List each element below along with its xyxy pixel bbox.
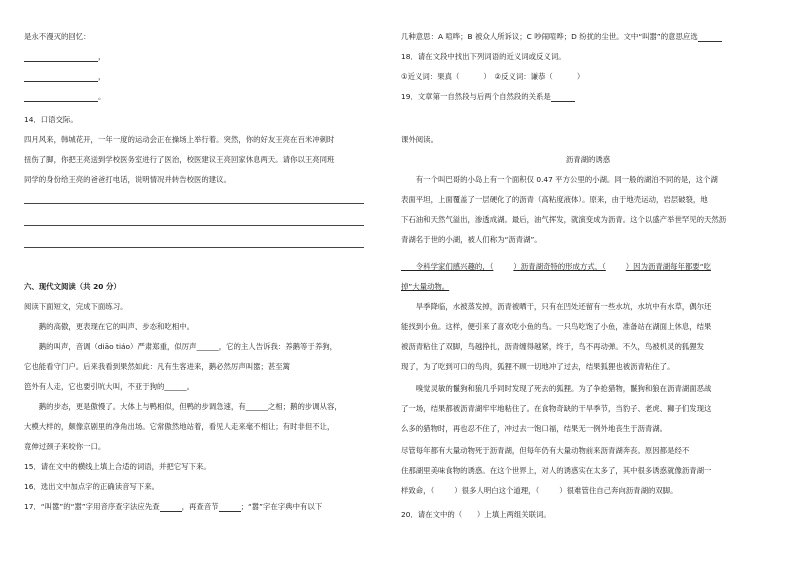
story-p2-line: 掉”大量动物。	[401, 282, 450, 291]
memory-intro: 是永不漫灭的回忆：	[24, 32, 91, 41]
story-line: 能找到小鱼。这样，便引来了喜欢吃小鱼的鸟。一只鸟吃饱了小鱼，准备站在湖面上休息，结果	[401, 322, 712, 331]
answer-line-1[interactable]: ，	[24, 52, 105, 62]
q17: 17．“叫嚣”的“嚣”字用音序查字法应先查 ，再查音节 ；“嚣”字在字典中有以下	[24, 502, 323, 511]
q18: 18．请在文段中找出下列词语的近义词或反义词。	[401, 52, 566, 61]
q14-text-line: 四月风来，韩城花开，一年一度的运动会正在操场上举行着。突然，你的好友王亮在百米冲刺时	[24, 135, 335, 144]
q16: 16．选出文中加点字的正确读音写下来。	[24, 482, 160, 491]
story-line: 现了，为了吃到可口的鸟肉，狐狸不顾一切地冲了过去，结果狐狸也被沥青粘住了。	[401, 362, 675, 371]
passage-line: 它也能看守门户。后来我看到果然如此：凡有生客进来，鹅必然厉声叫嚣；甚至篱	[24, 362, 291, 371]
story-line: 表面平坦，上面覆盖了一层硬化了的沥青（高粘度液体）。原来，由于地壳运动，岩层破裂，地	[401, 195, 708, 204]
story-line: 了一场，结果都被沥青湖牢牢地粘住了。在食物奇缺的干旱季节，当豹子、老虎、狮子们发现这	[401, 404, 712, 413]
story-line: 尽管每年都有大量动物死于沥青湖，但每年仍有大量动物前来沥青湖奔丧。原因都是经不	[401, 446, 690, 455]
outside-reading-label: 课外阅读。	[401, 135, 438, 144]
answer-blank[interactable]	[160, 503, 182, 512]
answer-blank[interactable]	[551, 93, 575, 102]
passage-line: 鹅的步态，更是傲慢了。大体上与鸭相似，但鸭的步调急速，有______之相；鹅的步调从容，	[24, 402, 342, 411]
passage-line: 竟伸过颈子来咬你一口。	[24, 442, 106, 451]
story-line: 下石油和天然气溢出，渗透成湖。最后，油气挥发，就演变成为沥青。这个以盛产举世罕见的天然沥	[401, 215, 727, 224]
story-line: 有一个叫巴哥的小岛上有一个面积仅 0.47 平方公里的小湖。同一般的湖泊不同的是，这个湖	[401, 175, 718, 184]
q19: 19．文章第一自然段与后两个自然段的关系是	[401, 92, 575, 102]
story-line: 住那湖里美味食物的诱惑。在这个世界上，对人的诱惑实在太多了，其中很多诱惑就像沥青湖一	[401, 466, 712, 475]
answer-rule[interactable]	[24, 247, 364, 248]
story-line: 旱季降临，水被蒸发掉，沥青被晒干，只有在凹处还留有一些水坑，水坑中有水草，偶尔还	[401, 302, 712, 311]
passage-line: 鹅的叫声，音调（diāo tiáo）严肃郑重，似厉声______，它的主人告诉我：养鹅等于养狗，	[24, 342, 337, 351]
story-line: 样致命，（ ）很多人明白这个道理，（ ）很难管住自己奔向沥青湖的双脚。	[401, 486, 678, 495]
passage-line: 笆外有人走，它也要引吭大叫，不亚于狗的______。	[24, 382, 194, 391]
section6-title: 六、现代文阅读（共 20 分）	[24, 282, 121, 291]
q14-title: 14．口语交际。	[24, 115, 78, 124]
answer-blank[interactable]	[219, 503, 241, 512]
answer-blank[interactable]	[698, 33, 722, 42]
q14-text-line: 同学的身份给王亮的爸爸打电话，说明情况并转告校医的建议。	[24, 175, 231, 184]
section6-intro: 阅读下面短文，完成下面练习。	[24, 302, 128, 311]
q14-text-line: 扭伤了脚，你把王亮送到学校医务室进行了医治，校医建议王亮回家休息两天。请你以王亮同班	[24, 155, 335, 164]
answer-blank[interactable]	[24, 53, 98, 62]
answer-rule[interactable]	[24, 225, 364, 226]
passage-line: 鹅的高傲，更表现在它的叫声、步态和吃相中。	[24, 322, 194, 331]
q18-answers: ①近义词：果真（ ） ②反义词：谦恭（ ）	[401, 72, 585, 81]
answer-line-2[interactable]: ，	[24, 72, 105, 82]
answer-line-3[interactable]: 。	[24, 92, 105, 102]
story-title: 沥青湖的诱惑	[565, 155, 611, 164]
story-line: 嗅觉灵敏的鬣狗和狼几乎同时发现了死去的狐狸。为了争抢猎物，鬣狗和狼在沥青湖面恶战	[401, 384, 712, 393]
answer-blank[interactable]	[24, 93, 98, 102]
story-line: 么多的猎物时，再也忍不住了，冲过去一饱口福，结果无一例外地丧生于沥青湖。	[401, 424, 668, 433]
story-line: 青湖名于世的小湖，被人们称为“沥青湖”。	[401, 235, 542, 244]
answer-blank[interactable]	[24, 73, 98, 82]
q17-continued: 几种意思：A 喧哗；B 被众人所诉议；C 吵闹喧哗；D 纷扰的尘世。文中“叫嚣”的意思应选	[401, 32, 722, 42]
q20: 20．请在文中的（ ）上填上两组关联词。	[401, 510, 551, 519]
story-p2-line: 令科学家们感兴趣的，（ ）沥青湖奇特的形成方式，（ ）因为沥青湖每年都要“吃	[401, 262, 711, 271]
passage-line: 大模大样的，颇像京剧里的净角出场。它常傲然地站着，看见人走来毫不相让；有时非但不让，	[24, 422, 335, 431]
q15: 15．请在文中的横线上填上合适的词语，并把它写下来。	[24, 462, 211, 471]
answer-rule[interactable]	[24, 203, 364, 204]
story-line: 被沥青粘住了双脚，鸟越挣扎，沥青缠得越紧，终于，鸟不再动弹。不久，鸟被机灵的狐狸发	[401, 342, 705, 351]
